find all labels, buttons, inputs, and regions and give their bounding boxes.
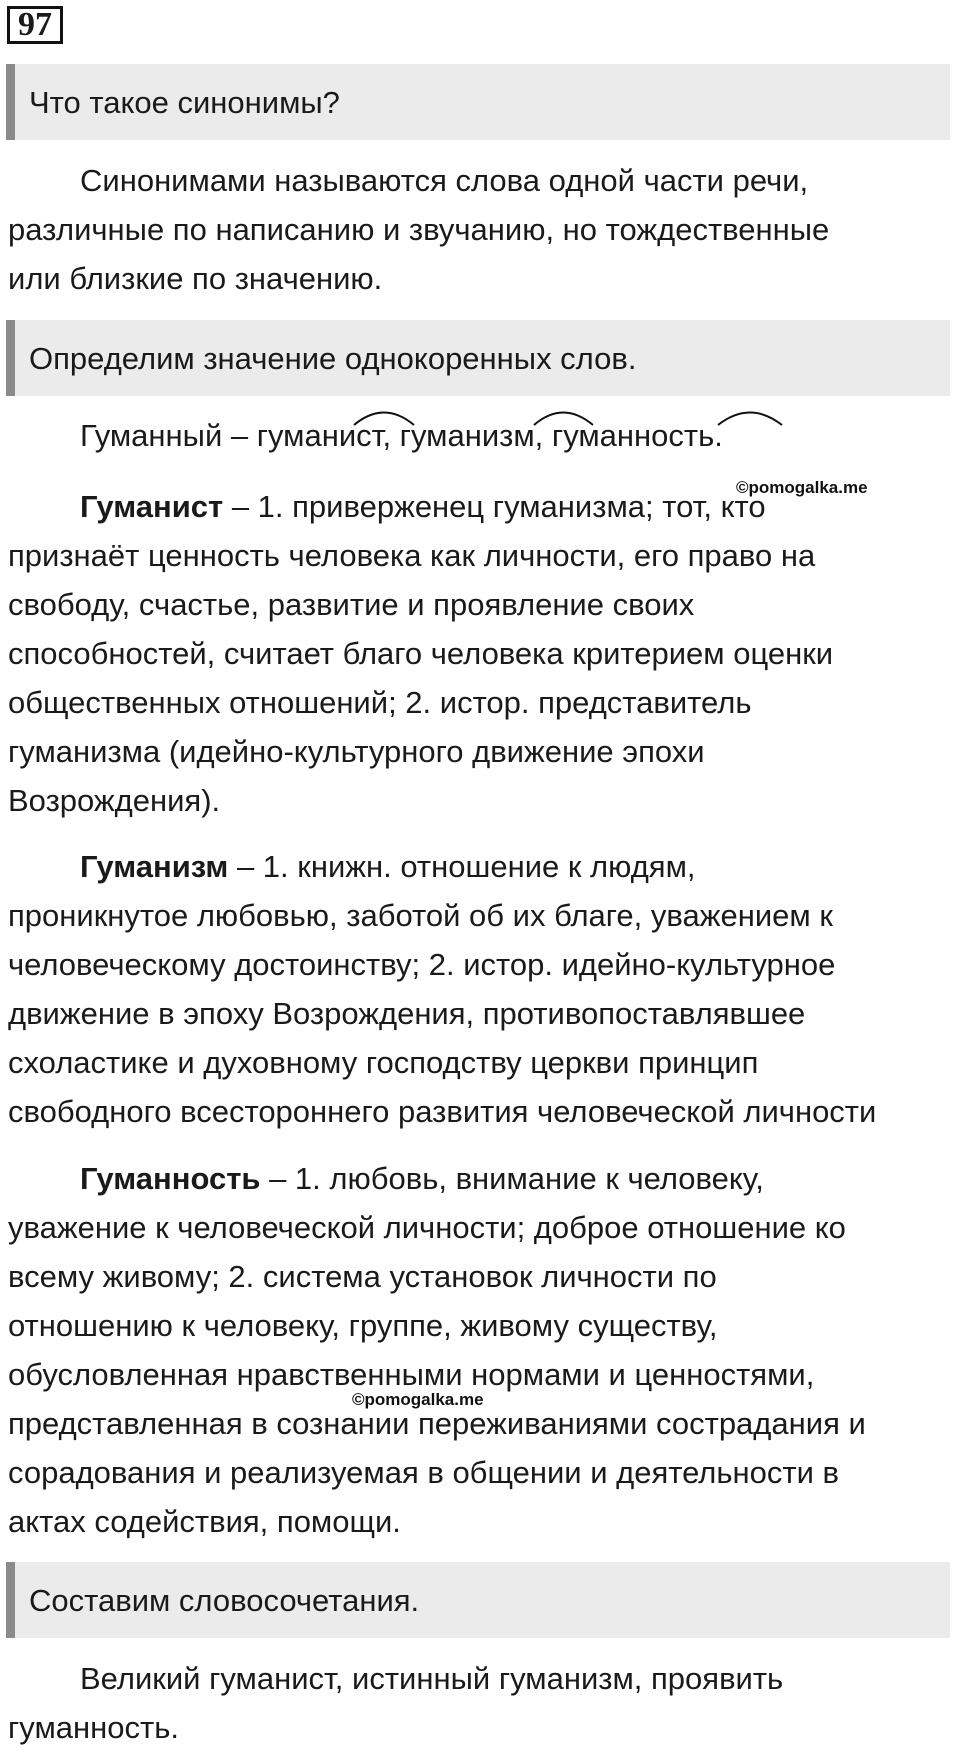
text-line: отношению к человеку, группе, живому существу, (8, 1308, 718, 1343)
text-line: гуманность. (8, 1710, 179, 1745)
words-sep: , гуман (382, 418, 482, 453)
suffix-izm: изм (481, 418, 535, 453)
text-line: гуманизма (идейно-культурного движение эпохи (8, 734, 705, 769)
text-line: свободного всестороннего развития человеческой личности (8, 1094, 877, 1129)
text-line: способностей, считает благо человека критерием оценки (8, 636, 834, 671)
collocations (8, 1654, 958, 1752)
text-line: Синонимами называются слова одной части речи, (80, 163, 809, 198)
text-line (8, 842, 958, 891)
text-line: Возрождения). (8, 783, 221, 818)
section-header-collocations (6, 1562, 950, 1638)
term: Гуманизм (80, 849, 229, 884)
text-line (8, 1154, 958, 1203)
text-line: всему живому; 2. система установок личности по (8, 1259, 717, 1294)
suffix-arc (354, 413, 414, 426)
definition-gumanizm (8, 842, 958, 1136)
suffix-arc (534, 413, 593, 426)
text-line: Великий гуманист, истинный гуманизм, проявить (80, 1661, 784, 1696)
text-line: или близкие по значению. (8, 261, 383, 296)
watermark: ©pomogalka.me (352, 1390, 484, 1409)
text-line: актах содействия, помощи. (8, 1504, 401, 1539)
text-fragment: – 1. приверженец гуманизма; тот, кто (223, 489, 766, 524)
text-fragment: – 1. любовь, внимание к человеку, (260, 1161, 764, 1196)
text-line: представленная в сознании переживаниями сострадания и (8, 1406, 866, 1441)
section-title: Что такое синонимы? (29, 85, 340, 120)
text-line: признаёт ценность человека как личности, его право на (8, 538, 816, 573)
watermark: ©pomogalka.me (736, 478, 868, 497)
suffix-arc (718, 413, 782, 426)
definition-gumanist (8, 482, 958, 825)
task-number: 97 (7, 6, 63, 44)
text-line: различные по написанию и звучанию, но тождественные (8, 212, 830, 247)
definition-gumannost (8, 1154, 958, 1546)
text-line: человеческому достоинству; 2. истор. идейно-культурное (8, 947, 836, 982)
words-sep: , гуманн (534, 418, 652, 453)
section-title: Определим значение однокоренных слов. (29, 341, 637, 376)
text-line: обусловленная нравственными нормами и ценностями, (8, 1357, 815, 1392)
term: Гуманность (80, 1161, 261, 1196)
text-line: свободу, счастье, развитие и проявление своих (8, 587, 695, 622)
suffix-ist: ист (338, 418, 383, 453)
term: Гуманист (80, 489, 224, 524)
text-line: схоластике и духовному господству церкви принцип (8, 1045, 759, 1080)
text-fragment: – 1. книжн. отношение к людям, (228, 849, 696, 884)
suffix-ost: ость (651, 418, 715, 453)
text-line: проникнутое любовью, заботой об их благе, уважением к (8, 898, 833, 933)
words-prefix: Гуманный – гуман (80, 418, 339, 453)
text-line: движение в эпоху Возрождения, противопоставлявшее (8, 996, 806, 1031)
section-title: Составим словосочетания. (29, 1583, 420, 1618)
text-line: сорадования и реализуемая в общении и деятельности в (8, 1455, 840, 1490)
text-line (8, 482, 958, 531)
text-line: общественных отношений; 2. истор. представитель (8, 685, 752, 720)
text-line: уважение к человеческой личности; доброе отношение ко (8, 1210, 846, 1245)
words-end: . (714, 418, 723, 453)
